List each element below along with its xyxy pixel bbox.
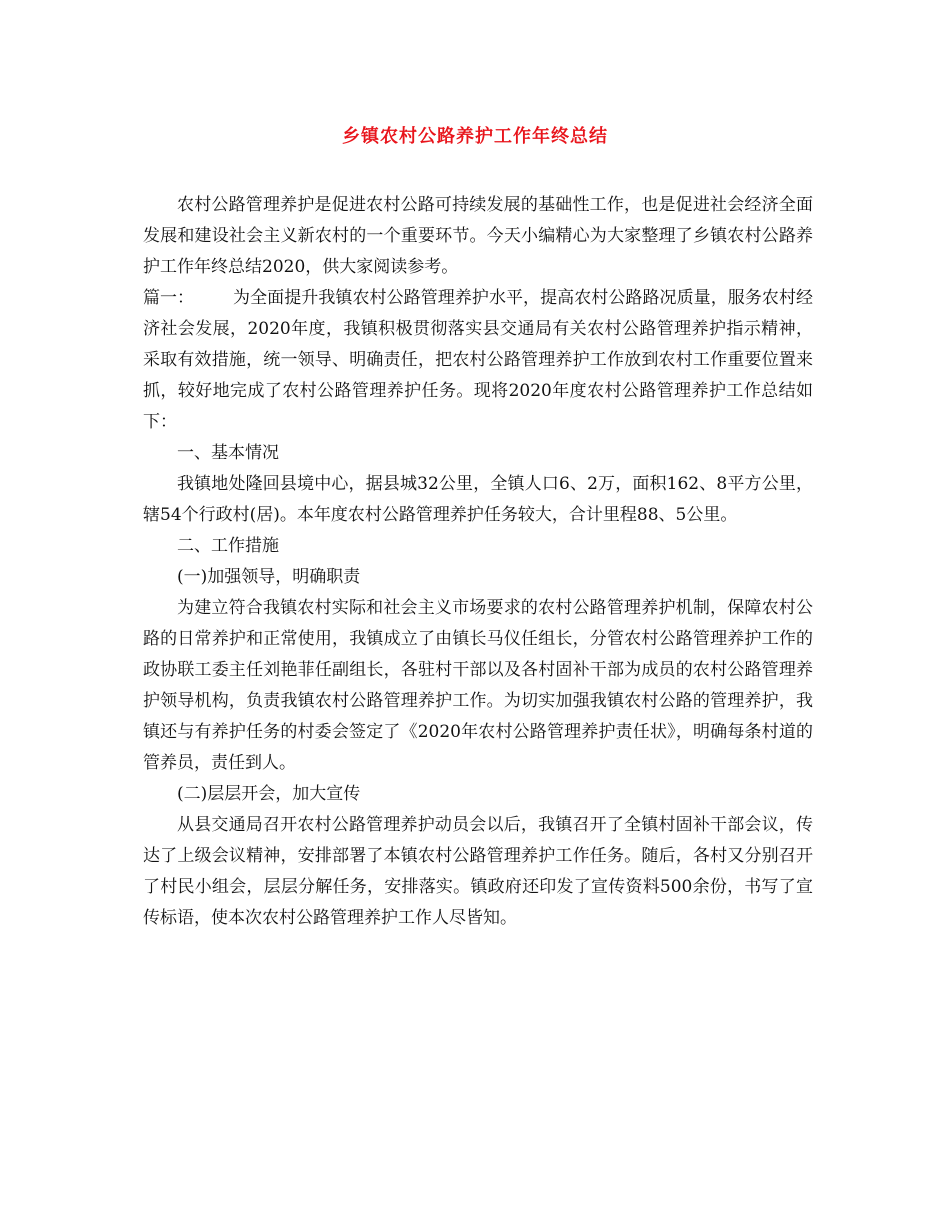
section1-heading: 一、基本情况	[177, 443, 279, 463]
document-body	[143, 190, 813, 934]
section2-heading: 二、工作措施	[177, 536, 279, 556]
subsection2-paragraph: 从县交通局召开农村公路管理养护动员会以后，我镇召开了全镇村固补干部会议，传达了上级会议精神，安排部署了本镇农村公路管理养护工作任务。随后，各村又分别召开了村民小组会，层层分解任务，安排落实。镇政府还印发了宣传资料500余份，书写了宣传标语，使本次农村公路管理养护工作人尽皆知。	[143, 815, 813, 928]
subsection1-paragraph: 为建立符合我镇农村实际和社会主义市场要求的农村公路管理养护机制，保障农村公路的日常养护和正常使用，我镇成立了由镇长马仪任组长，分管农村公路管理养护工作的政协联工委主任刘艳菲任副组长，各驻村干部以及各村固补干部为成员的农村公路管理养护领导机构，负责我镇农村公路管理养护工作。为切实加强我镇农村公路的管理养护，我镇还与有养护任务的村委会签定了《2020年农村公路管理养护责任状》，明确每条村道的管养员，责任到人。	[143, 598, 813, 773]
part-label: 篇一：	[143, 288, 194, 308]
subsection1-heading: (一)加强领导，明确职责	[177, 567, 361, 587]
subsection2-heading: (二)层层开会，加大宣传	[177, 784, 361, 804]
part-paragraph	[143, 283, 813, 438]
section1-paragraph: 我镇地处隆回县境中心，据县城32公里，全镇人口6、2万，面积162、8平方公里，辖54个行政村(居)。本年度农村公路管理养护任务较大，合计里程88、5公里。	[143, 474, 813, 525]
document-title: 乡镇农村公路养护工作年终总结	[342, 126, 608, 147]
intro-paragraph: 农村公路管理养护是促进农村公路可持续发展的基础性工作，也是促进社会经济全面发展和建设社会主义新农村的一个重要环节。今天小编精心为大家整理了乡镇农村公路养护工作年终总结2020，供大家阅读参考。	[143, 195, 813, 277]
part-text: 为全面提升我镇农村公路管理养护水平，提高农村公路路况质量，服务农村经济社会发展，2020年度，我镇积极贯彻落实县交通局有关农村公路管理养护指示精神，采取有效措施，统一领导、明确责任，把农村公路管理养护工作放到农村工作重要位置来抓，较好地完成了农村公路管理养护任务。现将2020年度农村公路管理养护工作总结如下：	[143, 288, 813, 432]
